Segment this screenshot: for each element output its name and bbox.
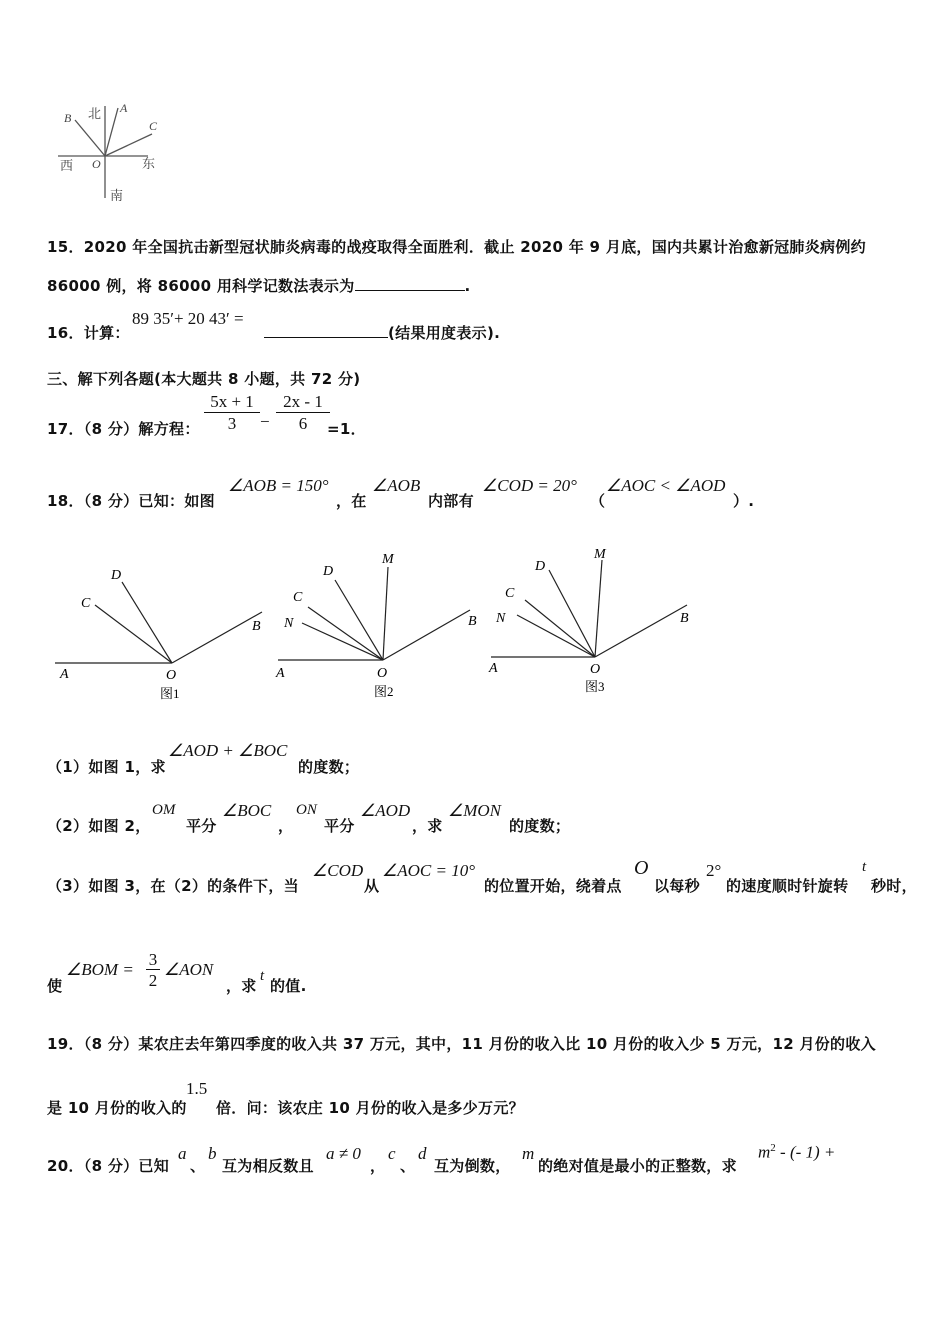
fig3-label-d: D — [535, 559, 546, 574]
fig1-ray-od — [122, 582, 172, 663]
fig3-label-c: C — [505, 586, 515, 601]
q17-suffix: =1． — [327, 420, 366, 438]
fig2-ray-om — [383, 567, 388, 660]
q18-1-expression: ∠AOD + ∠BOC — [168, 741, 288, 760]
q18-text-3: （ — [590, 492, 606, 510]
q20-a: a — [178, 1144, 187, 1163]
q20-expression — [758, 1142, 835, 1163]
q18-text-2: 内部有 — [428, 492, 474, 510]
fig1-label-d: D — [111, 568, 122, 583]
q20-expr-rest: - (- 1) + — [775, 1142, 836, 1162]
q18-2-prefix: （2）如图 2， — [47, 817, 151, 835]
q18-angle-aob: ∠AOB = 150° — [228, 476, 329, 495]
q20-text-1: 、 — [190, 1157, 206, 1175]
fig1-label-c: C — [81, 596, 91, 611]
q20-text-2: 互为相反数且 — [222, 1157, 314, 1175]
q17-num2: 2x - 1 — [276, 392, 330, 413]
q16-prefix: 16．计算： — [47, 324, 130, 342]
q18-3-eq-right: ∠AON — [164, 960, 214, 979]
q18-3-eq-left: ∠BOM = — [66, 960, 134, 979]
q18-2-text-2: ， — [278, 817, 294, 835]
ray-oc — [105, 134, 152, 156]
q18-3-line2-prefix: 使 — [47, 977, 63, 995]
fig2-label-a: A — [276, 666, 285, 681]
q16-suffix: (结果用度表示). — [388, 324, 501, 342]
q18-angle-cod: ∠COD = 20° — [482, 476, 577, 495]
q20-a-nonzero: a ≠ 0 — [326, 1144, 361, 1163]
fig1-ray-ob — [172, 612, 262, 663]
fig3-label-b: B — [680, 611, 689, 626]
fig1-label-b: B — [252, 619, 261, 634]
q18-angle-aob-2: ∠AOB — [372, 476, 421, 495]
label-a: A — [120, 101, 128, 115]
figure-3 — [485, 540, 715, 700]
q18-3-speed: 2° — [706, 861, 722, 880]
q19-line2-prefix: 是 10 月份的收入的 — [47, 1099, 187, 1117]
q18-3-point-o: O — [634, 857, 649, 879]
q18-2-text-3: 平分 — [324, 817, 355, 835]
q20-text-3: ， — [370, 1157, 386, 1175]
fig3-label-o: O — [590, 662, 601, 677]
q15-line1: 15．2020 年全国抗击新型冠状肺炎病毒的战疫取得全面胜利．截止 2020 年 9 月底，国内共累计治愈新冠肺炎病例约 — [47, 238, 866, 256]
fig3-caption: 图3 — [585, 679, 605, 694]
label-b: B — [64, 111, 72, 125]
q20-d: d — [418, 1144, 427, 1163]
q18-2-angle-aod: ∠AOD — [360, 801, 411, 820]
q17-num1: 5x + 1 — [204, 392, 260, 413]
fig2-caption: 图2 — [374, 684, 394, 699]
q20-m: m — [522, 1144, 535, 1163]
q20-text-4: 、 — [400, 1157, 416, 1175]
fig2-ray-on — [302, 623, 383, 660]
fig3-ray-oc — [525, 600, 595, 657]
q20-expr-sup: 2 — [770, 1142, 776, 1154]
figure-2 — [270, 545, 495, 705]
q18-2-om: OM — [152, 802, 176, 818]
q18-3-fraction — [146, 950, 160, 991]
q18-2-angle-boc: ∠BOC — [222, 801, 272, 820]
q18-3-text-1: 从 — [364, 877, 380, 895]
q19-line2-suffix: 倍．问：该农庄 10 月份的收入是多少万元？ — [216, 1099, 524, 1117]
q17-den2: 6 — [298, 414, 308, 433]
fig2-label-n: N — [284, 616, 294, 631]
section-3-heading: 三、解下列各题(本大题共 8 小题，共 72 分) — [47, 370, 361, 388]
fig3-label-n: N — [496, 611, 506, 626]
fig2-label-c: C — [293, 590, 303, 605]
fig1-label-a: A — [60, 667, 69, 682]
q20-expr-m: m — [758, 1142, 771, 1162]
q20-text-6: 的绝对值是最小的正整数，求 — [538, 1157, 737, 1175]
q15-text: 86000 例，将 86000 用科学记数法表示为 — [47, 277, 355, 295]
fig3-ray-ob — [595, 605, 687, 657]
fig2-label-b: B — [468, 614, 477, 629]
fig2-label-m: M — [382, 552, 394, 567]
west-label: 西 — [60, 158, 74, 173]
q18-3-text-2: 的位置开始，绕着点 — [484, 877, 622, 895]
q20-b: b — [208, 1144, 217, 1163]
fig1-label-o: O — [166, 668, 177, 683]
figure-1 — [50, 560, 275, 705]
q18-3-frac-num: 3 — [146, 950, 160, 970]
q17-minus: − — [260, 412, 270, 431]
east-label: 东 — [142, 156, 156, 171]
ray-oa — [105, 108, 118, 156]
q19-multiplier: 1.5 — [186, 1079, 208, 1098]
q18-3-text-4: 的速度顺时针旋转 — [726, 877, 849, 895]
south-label: 南 — [110, 188, 124, 203]
q16-expression: 89 35′+ 20 43′ = — [132, 309, 244, 328]
q18-1-suffix: 的度数； — [298, 758, 360, 776]
q18-2-on: ON — [296, 802, 317, 818]
q15-end: . — [464, 277, 471, 295]
fig1-caption: 图1 — [160, 686, 180, 701]
q18-prefix: 18．（8 分）已知：如图 — [47, 492, 215, 510]
q19-line1: 19．（8 分）某农庄去年第四季度的收入共 37 万元，其中，11 月份的收入比 10 月份的收入少 5 万元，12 月份的收入 — [47, 1035, 876, 1053]
fig2-ray-oc — [308, 607, 383, 660]
q18-3-text-3: 以每秒 — [654, 877, 700, 895]
fig3-label-m: M — [594, 547, 606, 562]
q18-3-text-6: ，求 — [226, 977, 257, 995]
fig3-ray-om — [595, 560, 602, 657]
q18-3-prefix: （3）如图 3，在（2）的条件下，当 — [47, 877, 299, 895]
q18-3-angle-cod: ∠COD — [312, 861, 364, 880]
fig2-label-o: O — [377, 666, 388, 681]
q17-fraction-2 — [276, 392, 330, 435]
q16-answer — [264, 322, 500, 343]
q15-answer-blank[interactable] — [355, 276, 465, 291]
q18-2-angle-mon: ∠MON — [448, 801, 502, 820]
q18-inequality: ∠AOC < ∠AOD — [606, 476, 726, 495]
q16-answer-blank[interactable] — [264, 323, 388, 338]
q18-2-text-5: 的度数； — [509, 817, 571, 835]
north-label: 北 — [88, 106, 102, 121]
q18-text-1: ，在 — [336, 492, 367, 510]
label-c: C — [149, 119, 158, 133]
q20-text-5: 互为倒数， — [434, 1157, 511, 1175]
q18-2-text-4: ，求 — [412, 817, 443, 835]
fig3-label-a: A — [489, 661, 498, 676]
q18-3-frac-den: 2 — [148, 971, 158, 990]
q20-prefix: 20．（8 分）已知 — [47, 1157, 170, 1175]
q18-text-4: ）. — [733, 492, 755, 510]
q20-c: c — [388, 1144, 396, 1163]
q18-3-t-2: t — [260, 968, 265, 984]
q15-line2 — [47, 275, 471, 296]
fig2-label-d: D — [323, 564, 334, 579]
q17-fraction-1 — [204, 392, 260, 435]
q18-1-prefix: （1）如图 1，求 — [47, 758, 166, 776]
compass-figure — [50, 98, 170, 206]
label-o: O — [92, 157, 101, 171]
fig2-ray-od — [335, 580, 383, 660]
q18-2-text-1: 平分 — [186, 817, 217, 835]
fig2-ray-ob — [383, 610, 470, 660]
q18-3-text-7: 的值. — [270, 977, 307, 995]
ray-ob — [75, 120, 105, 156]
q17-den1: 3 — [227, 414, 237, 433]
q18-3-t: t — [862, 859, 867, 875]
fig1-ray-oc — [95, 605, 172, 663]
q18-3-angle-aoc: ∠AOC = 10° — [382, 861, 476, 880]
q17-prefix: 17．（8 分）解方程： — [47, 420, 200, 438]
q18-3-text-5: 秒时， — [871, 877, 917, 895]
